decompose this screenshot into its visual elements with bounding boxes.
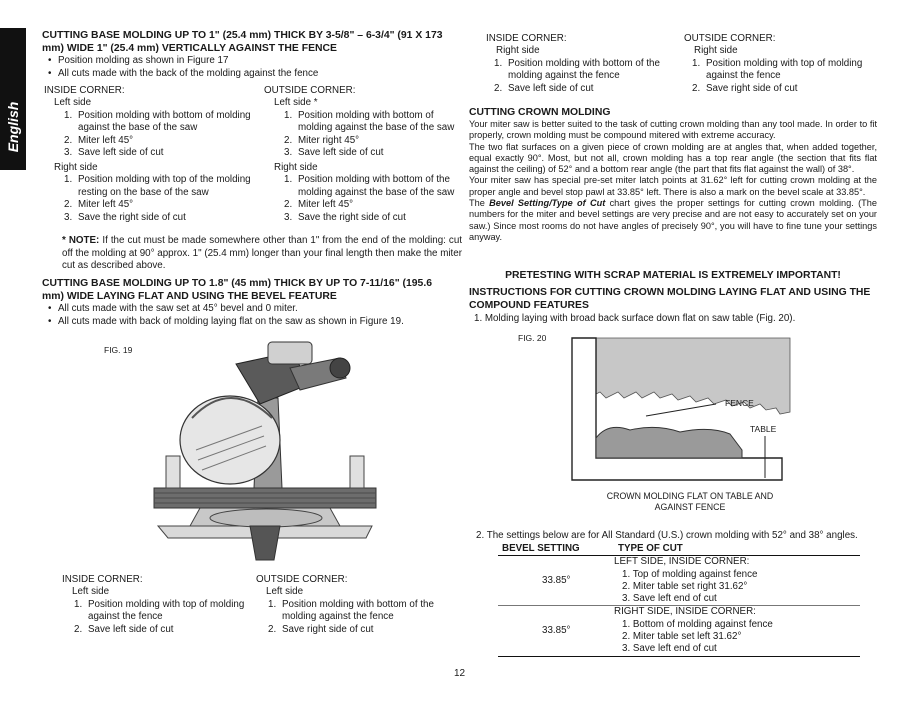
step-item: 2. Save left side of cut [74,623,174,635]
note-text: If the cut must be made somewhere other than 1" from the end of the molding: cut off the molding at 90° approx. 1" (25.4 mm) longer than your final length then make the miter cut as described above. [62,235,462,271]
table-header-bevel: BEVEL SETTING [498,543,614,556]
pretest-warning: PRETESTING WITH SCRAP MATERIAL IS EXTREMELY IMPORTANT! [505,270,841,281]
table-row [498,556,860,606]
outside-corner-title: OUTSIDE CORNER: [264,85,356,96]
inside-right-label: Right side [54,161,98,173]
sec1-note [62,235,462,273]
sec2-bullet: • All cuts made with the saw set at 45° bevel and 0 miter. [42,303,462,316]
inside-left-label: Left side [54,97,92,108]
step-item: 2. Miter left 45° [284,199,354,210]
sec2-bullet: • All cuts made with back of molding laying flat on the saw as shown in Figure 19. [42,316,462,329]
outside-right-steps [264,174,464,224]
crown-molding-diagram [560,330,800,496]
step-item: 3. Save left side of cut [64,147,164,158]
fig20-caption: CROWN MOLDING FLAT ON TABLE AND AGAINST FENCE [606,491,774,512]
instruction-step-1: 1. Molding laying with broad back surface down flat on saw table (Fig. 20). [474,313,796,324]
step-item: 2. Save right side of cut [692,82,798,94]
step-item: 1. Position molding with bottom of molding against the base of the saw [284,109,455,133]
step-item: 2. Save right side of cut [268,623,374,635]
page-number: 12 [454,668,466,679]
language-tab-label: English [5,101,21,153]
step-item: 2. Miter left 45° [64,199,134,210]
outside-left-label: Left side * [274,97,318,108]
bevel-setting-table [498,543,860,657]
cut-step: 1. Top of molding against fence [622,568,758,580]
instructions-heading: INSTRUCTIONS FOR CUTTING CROWN MOLDING LAYING FLAT AND USING THE COMPOUND FEATURES [469,287,871,311]
base-molding-flat-heading: CUTTING BASE MOLDING UP TO 1.8" (45 mm) THICK BY UP TO 7-11/16" (195.6 mm) WIDE LAYING FLAT AND USING THE BEVEL FEATURE [42,278,432,302]
cut-type [614,556,860,606]
step-item: 1. Position molding with top of the molding resting on the base of the saw [64,174,251,198]
crown-paragraph: The two flat surfaces on a given piece of crown molding are at angles that, when added together, equal exactly 90°. Most, but not all, crown molding has a top rear angle (the section that fits flat against the ceiling) of 52° and a bottom rear angle (the part that fits flat against the wall) of 38°. [469,141,877,175]
table-header-type: TYPE OF CUT [614,543,860,556]
inside-corner-title: INSIDE CORNER: [486,33,567,44]
outside-label: Left side [266,586,304,597]
sec1-bullet: • All cuts made with the back of the molding against the fence [42,68,462,81]
step-item: 1. Position molding with bottom of the molding against the fence [268,598,434,622]
crown-paragraph: Your miter saw is better suited to the task of cutting crown molding than any tool made. In order to fit properly, crown molding must be compound mitered with extreme accuracy. [469,119,877,141]
table-header-row [498,543,860,556]
note-label: * NOTE: [62,235,100,246]
fig19-inside-corner [62,573,252,636]
fig20-label: FIG. 20 [518,333,547,343]
step-item: 1. Position molding with top of molding against the fence [692,57,863,81]
table-label: TABLE [750,424,777,434]
table-row [498,606,860,656]
chart-name: Bevel Setting/Type of Cut [489,198,606,209]
cut-step: 2. Miter table set right 31.62° [622,580,748,592]
sec1-bullets [42,55,462,80]
step-item: 1. Position molding with top of molding against the fence [74,598,245,622]
step-item: 1. Position molding with bottom of the molding against the fence [494,57,660,81]
fig19-outside-corner [256,573,456,636]
inside-right-steps [44,174,259,224]
cut-type-title: RIGHT SIDE, INSIDE CORNER: [614,606,756,618]
inside-steps [486,58,682,96]
sec1-outside-corner [264,84,464,224]
outside-steps [256,599,456,637]
step-item: 1. Position molding with bottom of molding against the base of the saw [64,109,251,133]
fig19-label: FIG. 19 [104,345,133,355]
cut-step: 3. Save left end of cut [622,643,717,655]
inside-left-steps [44,110,259,160]
cut-step: 3. Save left end of cut [622,593,717,605]
step-item: 2. Save left side of cut [494,82,594,94]
crown-paragraph: The Bevel Setting/Type of Cut chart gives the proper settings for cutting crown molding. (The numbers for the miter and bevel settings are very precise and are not easy to accurately set on your saw.) Since most rooms do not have angles of precisely 90°, you will have to fine tune your settings anyway. [469,198,877,242]
step-item: 3. Save the right side of cut [284,211,406,223]
inside-label: Left side [72,586,110,597]
instruction-step-2: 2. The settings below are for All Standard (U.S.) crown molding with 52° and 38° angles. [476,530,858,541]
sec1-bullet: • Position molding as shown in Figure 17 [42,55,462,68]
top-inside-corner [486,32,682,95]
bevel-value: 33.85° [498,606,614,656]
inside-steps [62,599,252,637]
sec1-inside-corner [44,84,259,224]
step-item: 3. Save the right side of cut [64,211,186,223]
outside-right-label: Right side [274,161,318,173]
crown-molding-body [469,119,877,243]
inside-label: Right side [496,45,540,56]
base-molding-vertical-heading: CUTTING BASE MOLDING UP TO 1" (25.4 mm) THICK BY 3-5/8" – 6-3/4" (91 X 173 mm) WIDE 1" (25.4 mm) VERTICALLY AGAINST THE FENCE [42,30,443,54]
step-item: 3. Save left side of cut [284,147,384,158]
bevel-value: 33.85° [498,556,614,606]
top-outside-corner [684,32,874,95]
outside-left-steps [264,110,464,160]
outside-label: Right side [694,45,738,56]
crown-paragraph: Your miter saw has special pre-set miter latch points at 31.62° left for cutting crown molding at the proper angle and bevel stop pawl at 33.85° left. There is also a mark on the bevel scale at 33.85°. [469,175,877,197]
step-item: 2. Miter left 45° [64,134,134,146]
cut-step: 2. Miter table set left 31.62° [622,631,742,643]
language-tab [0,28,26,170]
step-item: 1. Position molding with bottom of the molding against the base of the saw [284,174,455,198]
outside-corner-title: OUTSIDE CORNER: [256,574,348,585]
fence-label: FENCE [725,398,754,408]
cut-type [614,606,860,656]
crown-molding-heading: CUTTING CROWN MOLDING [469,107,611,118]
outside-steps [684,58,874,96]
outside-corner-title: OUTSIDE CORNER: [684,33,776,44]
cut-type-title: LEFT SIDE, INSIDE CORNER: [614,556,750,568]
cut-step: 1. Bottom of molding against fence [622,618,773,630]
inside-corner-title: INSIDE CORNER: [62,574,143,585]
sec2-bullets [42,303,462,328]
miter-saw-illustration [140,338,390,566]
step-item: 2. Miter right 45° [284,134,360,146]
inside-corner-title: INSIDE CORNER: [44,85,125,96]
